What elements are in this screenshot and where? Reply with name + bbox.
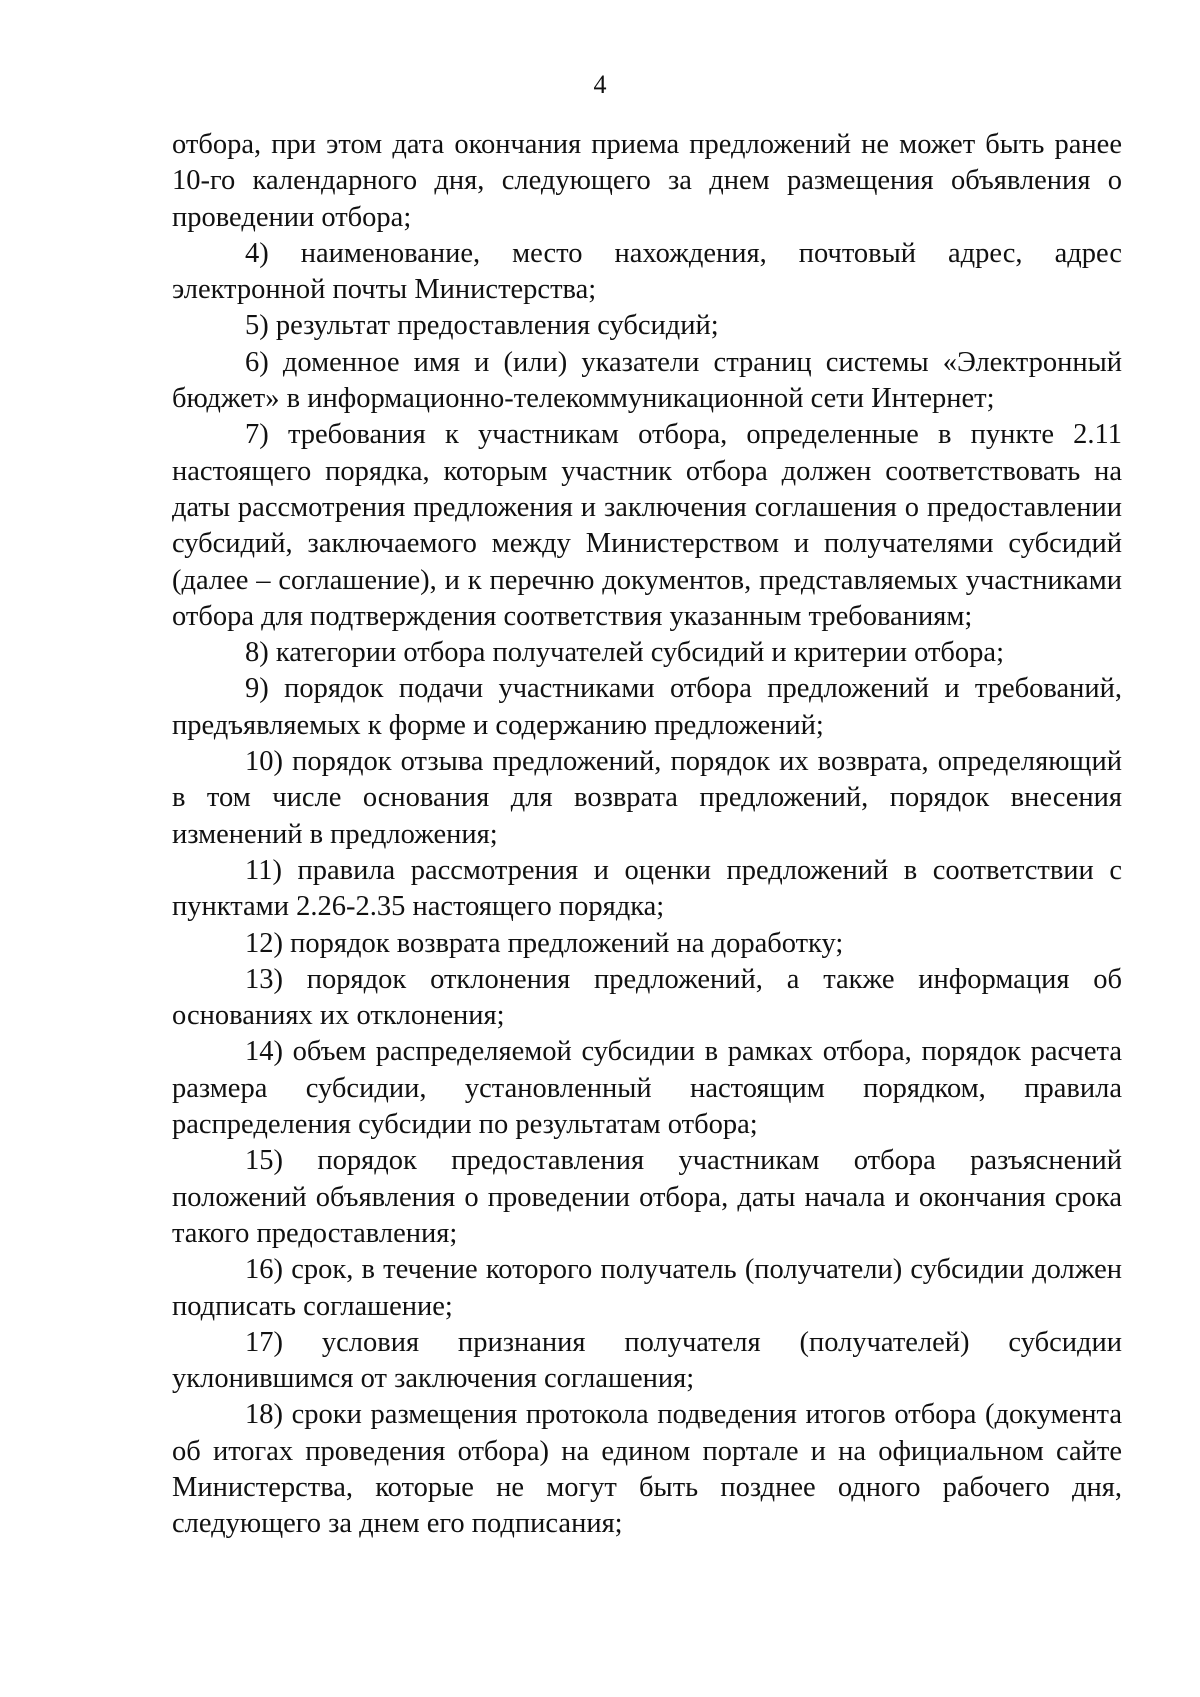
list-item-5: 5) результат предоставления субсидий; (245, 310, 719, 342)
list-item-17: 17) условия признания получателя (получателей) субсидии уклонившимся от заключения соглашения; (172, 1326, 1122, 1395)
list-item-13: 13) порядок отклонения предложений, а также информация об основаниях их отклонения; (172, 963, 1122, 1032)
document-body (172, 127, 1122, 1543)
list-item-18: 18) сроки размещения протокола подведения итогов отбора (документа об итогах проведения отбора) на едином портале и на официальном сайте Министерства, которые не могут быть позднее одного рабочего дня, следующего за днем его подписания; (172, 1399, 1122, 1540)
list-item-10: 10) порядок отзыва предложений, порядок их возврата, определяющий в том числе основания для возврата предложений, порядок внесения изменений в предложения; (172, 746, 1122, 850)
paragraph-continuation: отбора, при этом дата окончания приема предложений не может быть ранее 10-го календарного дня, следующего за днем размещения объявления о проведении отбора; (172, 129, 1122, 233)
list-item-6: 6) доменное имя и (или) указатели страниц системы «Электронный бюджет» в информационно-телекоммуникационной сети Интернет; (172, 346, 1122, 415)
list-item-8: 8) категории отбора получателей субсидий и критерии отбора; (245, 637, 1004, 669)
list-item-9: 9) порядок подачи участниками отбора предложений и требований, предъявляемых к форме и содержанию предложений; (172, 673, 1122, 741)
list-item-4: 4) наименование, место нахождения, почтовый адрес, адрес электронной почты Министерства; (172, 237, 1122, 306)
page-number: 4 (593, 70, 607, 99)
list-item-15: 15) порядок предоставления участникам отбора разъяснений положений объявления о проведении отбора, даты начала и окончания срока такого предоставления; (172, 1145, 1122, 1249)
list-item-16: 16) срок, в течение которого получатель (получатели) субсидии должен подписать соглашение; (172, 1254, 1122, 1322)
list-item-14: 14) объем распределяемой субсидии в рамках отбора, порядок расчета размера субсидии, установленный настоящим порядком, правила распределения субсидии по результатам отбора; (172, 1036, 1122, 1141)
list-item-7: 7) требования к участникам отбора, определенные в пункте 2.11 настоящего порядка, которым участник отбора должен соответствовать на даты рассмотрения предложения и заключения соглашения о предоставлении субсидий, заключаемого между Министерством и получателями субсидий (далее – соглашение), и к перечню документов, представляемых участниками отбора для подтверждения соответствия указанным требованиям; (172, 419, 1122, 632)
list-item-11: 11) правила рассмотрения и оценки предложений в соответствии с пунктами 2.26-2.35 настоящего порядка; (172, 854, 1122, 923)
list-item-12: 12) порядок возврата предложений на доработку; (245, 927, 844, 959)
